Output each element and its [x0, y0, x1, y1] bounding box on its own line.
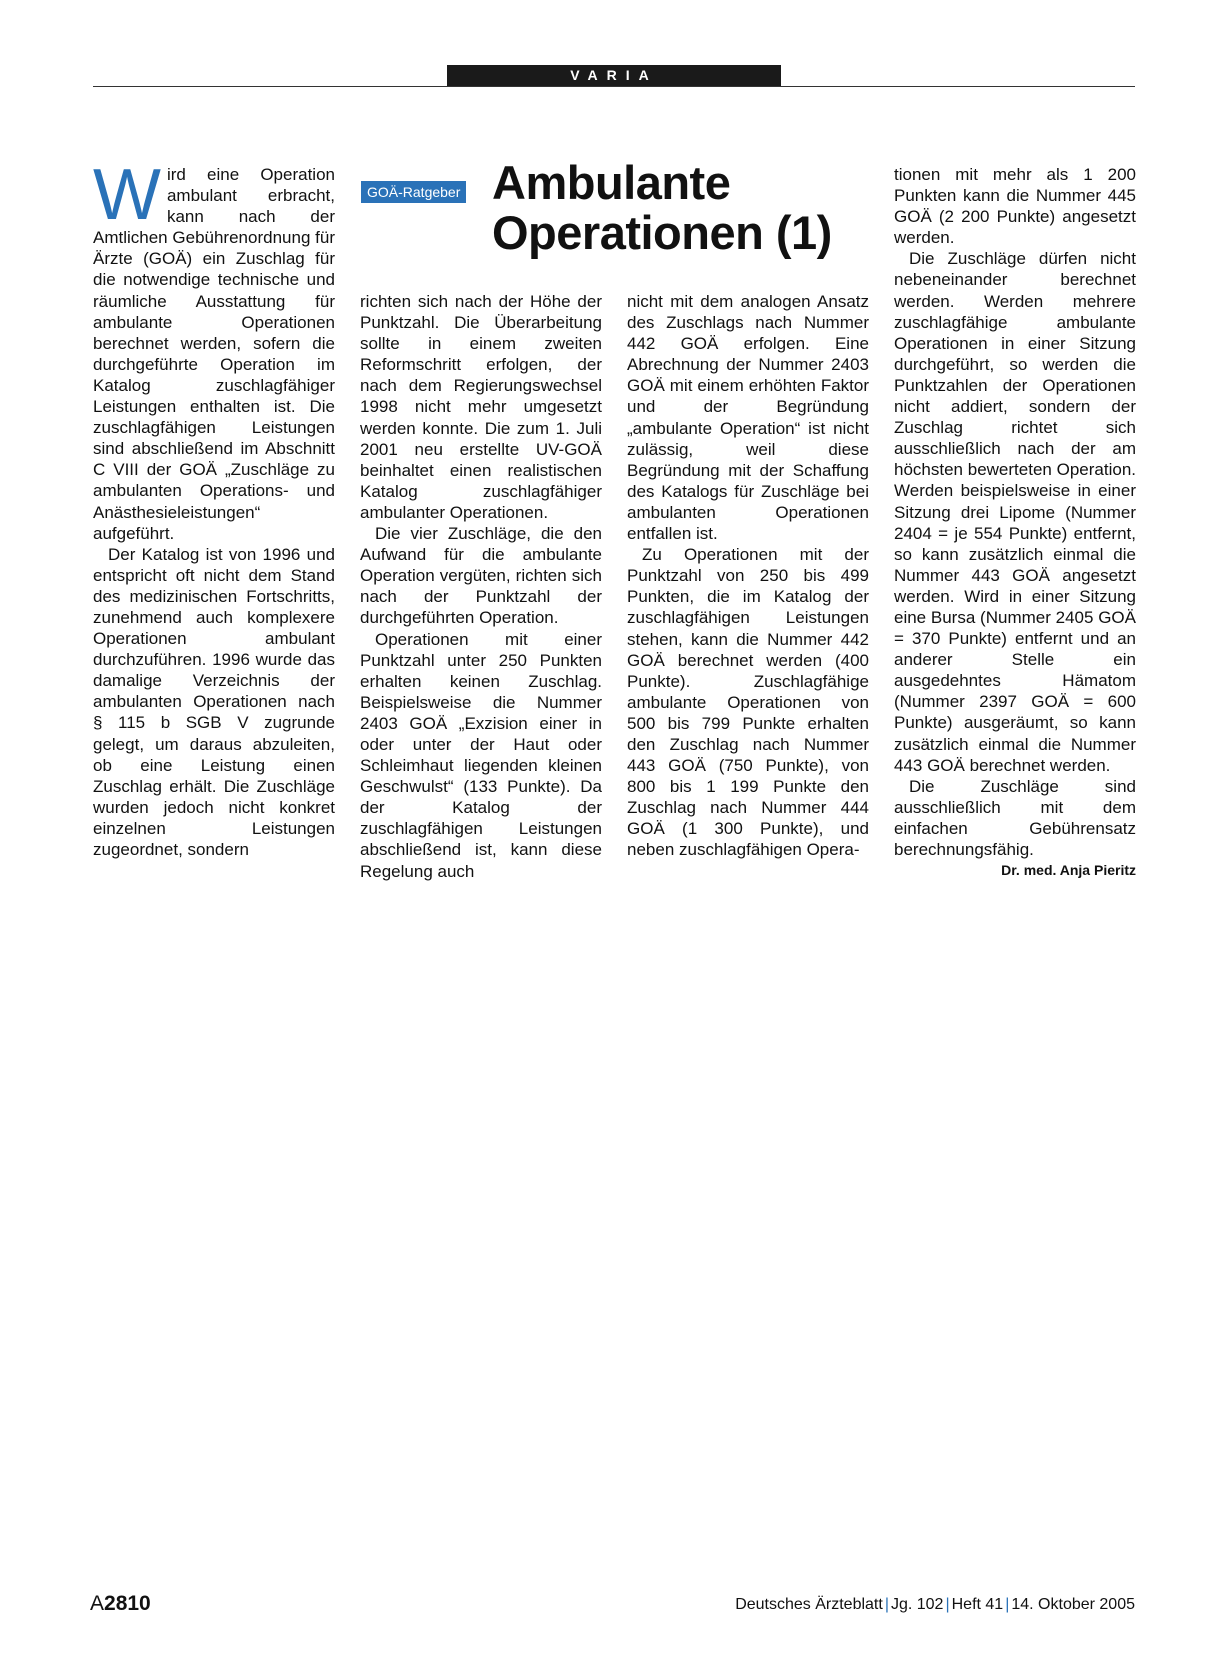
paragraph-text: ird eine Operation ambulant erbracht, kann nach der Amtlichen Gebührenordnung für Ärzte (GOÄ) ein Zuschlag für die notwendige technische und räumliche Ausstattung für ambulante Operationen berechnet werden, sofern die durchgeführte Operation im Katalog zuschlagfähiger Leistungen enthalten ist. Die zuschlagfähigen Leistungen sind abschließend im Abschnitt C VIII der GOÄ „Zuschläge zu ambulanten Operations- und Anästhesieleistungen“ aufgeführt.	[93, 165, 335, 543]
headline-line-2: Operationen (1)	[492, 206, 832, 259]
journal-info	[735, 1596, 1135, 1614]
text-column-1	[93, 155, 335, 860]
paragraph: Der Katalog ist von 1996 und entspricht oft nicht dem Stand des medizinischen Fortschritts, zunehmend auch komplexere Operationen ambulant durchzuführen. 1996 wurde das damalige Verzeichnis der ambulanten Operationen nach § 115 b SGB V zugrunde gelegt, um daraus abzuleiten, ob eine Leistung einen Zuschlag erhält. Die Zuschläge wurden jedoch nicht konkret einzelnen Leistungen zugeordnet, sondern	[93, 544, 335, 859]
separator: |	[1005, 1596, 1010, 1613]
page-number-value: 2810	[104, 1592, 151, 1615]
journal-volume: Jg. 102	[890, 1596, 944, 1613]
paragraph: richten sich nach der Höhe der Punktzahl. Die Überarbeitung sollte in einem zweiten Reformschritt erfolgen, der nach dem Regierungswechsel 1998 nicht mehr umgesetzt werden konnte. Die zum 1. Juli 2001 neu erstellte UV-GOÄ beinhaltet einen realistischen Katalog zuschlagfähiger ambulanter Operationen.	[360, 292, 602, 522]
text-column-3	[627, 291, 869, 861]
paragraph: Die vier Zuschläge, die den Aufwand für die ambulante Operation vergüten, richten sich nach der Punktzahl der durchgeführten Operation.	[360, 524, 602, 628]
separator: |	[884, 1596, 889, 1613]
paragraph	[894, 776, 1136, 879]
drop-cap: W	[93, 155, 161, 235]
text-column-4	[894, 164, 1136, 881]
journal-date: 14. Oktober 2005	[1011, 1596, 1135, 1613]
section-header: VARIA	[447, 65, 781, 86]
journal-issue: Heft 41	[951, 1596, 1004, 1613]
paragraph: Operationen mit einer Punktzahl unter 250 Punkten erhalten keinen Zuschlag. Beispielsweise die Nummer 2403 GOÄ „Exzision einer in oder unter der Haut oder Schleimhaut liegenden kleinen Geschwulst“ (133 Punkte). Da der Katalog der zuschlagfähigen Leistungen abschließend ist, kann diese Regelung auch	[360, 629, 602, 881]
paragraph-text: Die Zuschläge sind ausschließlich mit dem einfachen Gebührensatz berechnungsfähig.	[894, 776, 1136, 859]
text-column-2	[360, 291, 602, 882]
paragraph: tionen mit mehr als 1 200 Punkten kann die Nummer 445 GOÄ (2 200 Punkte) angesetzt werden.	[894, 165, 1136, 248]
separator: |	[945, 1596, 950, 1613]
category-badge: GOÄ-Ratgeber	[361, 181, 466, 203]
paragraph: Die Zuschläge dürfen nicht nebeneinander berechnet werden. Werden mehrere zuschlagfähige ambulante Operationen in einer Sitzung durchgeführt, so werden die Punktzahlen der Operationen nicht addiert, sondern der Zuschlag richtet sich ausschließlich nach der am höchsten bewerteten Operation. Werden beispielsweise in einer Sitzung drei Lipome (Nummer 2404 = je 554 Punkte) entfernt, so kann zusätzlich einmal die Nummer 443 GOÄ angesetzt werden. Wird in einer Sitzung eine Bursa (Nummer 2405 GOÄ = 370 Punkte) entfernt und an anderer Stelle ein ausgedehntes Hämatom (Nummer 2397 GOÄ = 600 Punkte) ausgeräumt, so kann zusätzlich einmal die Nummer 443 GOÄ berechnet werden.	[894, 249, 1136, 775]
page-number	[90, 1592, 151, 1616]
paragraph: Zu Operationen mit der Punktzahl von 250 bis 499 Punkten, die im Katalog der zuschlagfähigen Leistungen stehen, kann die Nummer 442 GOÄ berechnet werden (400 Punkte). Zuschlagfähige ambulante Operationen von 500 bis 799 Punkte erhalten den Zuschlag nach Nummer 443 GOÄ (750 Punkte), von 800 bis 1 199 Punkte den Zuschlag nach Nummer 444 GOÄ (1 300 Punkte), und neben zuschlagfähigen Opera-	[627, 545, 869, 860]
header-rule	[93, 86, 1135, 87]
headline-line-1: Ambulante	[492, 156, 731, 209]
page-prefix: A	[90, 1592, 105, 1615]
article-headline	[492, 158, 852, 258]
paragraph: nicht mit dem analogen Ansatz des Zuschlags nach Nummer 442 GOÄ erfolgen. Eine Abrechnung der Nummer 2403 GOÄ mit einem erhöhten Faktor und der Begründung „ambulante Operation“ ist nicht zulässig, weil diese Begründung mit der Schaffung des Katalogs für Zuschläge bei ambulanten Operationen entfallen ist.	[627, 292, 869, 544]
author-name: Dr. med. Anja Pieritz	[1001, 862, 1136, 879]
paragraph	[93, 155, 335, 544]
journal-name: Deutsches Ärzteblatt	[735, 1596, 883, 1613]
